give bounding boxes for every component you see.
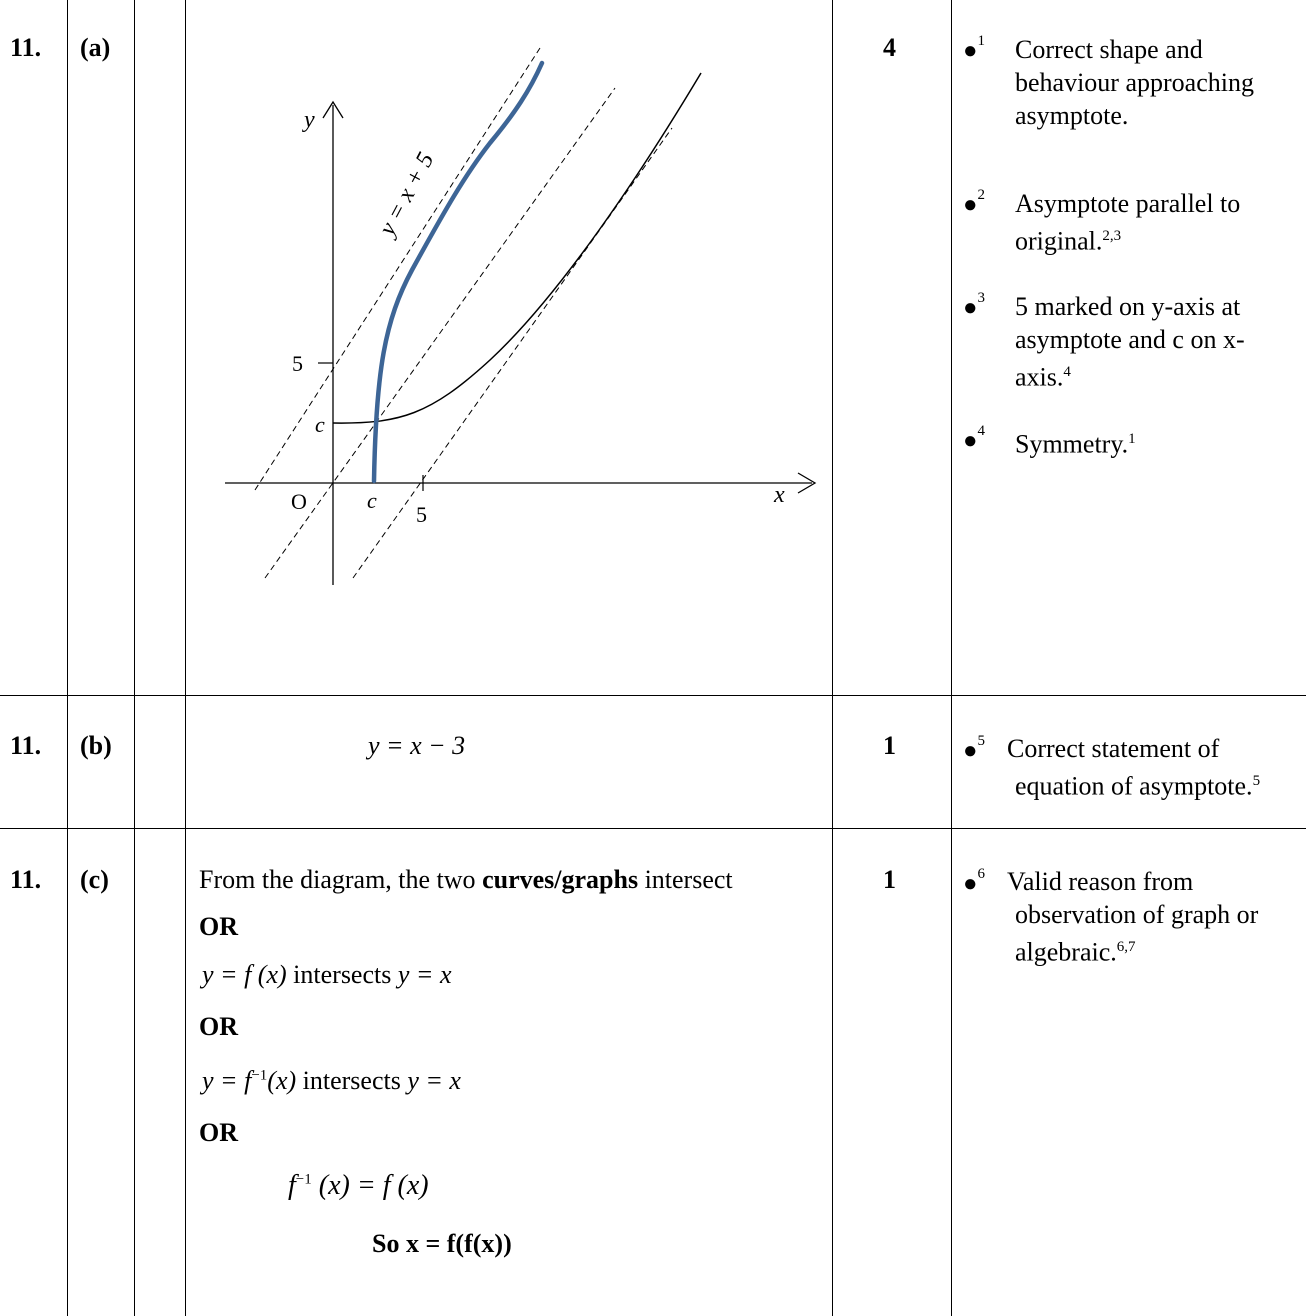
column-divider-4	[832, 0, 833, 1316]
y-tick-5-label: 5	[292, 351, 303, 376]
original-curve	[333, 73, 701, 423]
answer-c-line4: $f^{-1}$ (x) = f (x)	[288, 1170, 429, 1201]
graph-figure	[190, 0, 830, 680]
question-number-b: 11.	[10, 731, 42, 760]
mark-a: 4	[883, 33, 896, 62]
answer-c-or-3: OR	[199, 1118, 238, 1147]
note-6-line1: Valid reason from	[1007, 867, 1194, 896]
x-axis-label: x	[774, 482, 785, 508]
bullet-2: ●$^2$	[963, 187, 985, 218]
note-2: Asymptote parallel to original.$^{2,3}$	[1015, 189, 1241, 256]
asymptote-line-middle	[265, 88, 615, 578]
x-tick-5-label: 5	[416, 502, 427, 527]
note-5-line1: Correct statement of	[1007, 734, 1220, 763]
row-divider-1	[0, 695, 1306, 696]
y-tick-c-label: c	[315, 412, 325, 437]
asymptote-y-equals-x-plus-5	[255, 48, 540, 490]
question-number-a: 11.	[10, 33, 42, 62]
bullet-3: ●$^3$	[963, 290, 985, 321]
part-label-b: (b)	[80, 731, 112, 760]
answer-c-line5: So x = f(f(x))	[372, 1229, 512, 1258]
column-divider-3	[185, 0, 186, 1316]
answer-c-or-1: OR	[199, 912, 238, 941]
note-6-line2: observation of graph or	[1015, 900, 1259, 929]
bullet-5: ●$^5$	[963, 733, 985, 764]
note-6-line3: algebraic.$^{6,7}$	[1015, 937, 1136, 967]
inverse-curve	[374, 63, 542, 481]
part-label-c: (c)	[80, 865, 109, 894]
mark-c: 1	[883, 865, 896, 894]
part-label-a: (a)	[80, 33, 111, 62]
origin-label: O	[291, 489, 307, 514]
answer-c-line3: $y = f^{-1}(x)$ intersects y = x	[202, 1066, 461, 1095]
asymptote-label: y = x + 5	[374, 148, 440, 240]
column-divider-2	[134, 0, 135, 1316]
answer-b: y = x − 3	[368, 731, 466, 760]
x-tick-c-label: c	[367, 488, 377, 513]
note-5-line2: equation of asymptote.$^5$	[1015, 771, 1261, 801]
note-1: Correct shape and behaviour approaching asymptote.	[1015, 35, 1254, 130]
note-4: Symmetry.$^1$	[1015, 429, 1136, 459]
answer-c-or-2: OR	[199, 1012, 238, 1041]
y-axis-label: y	[304, 107, 315, 133]
column-divider-5	[951, 0, 952, 1316]
mark-b: 1	[883, 731, 896, 760]
note-3: 5 marked on y-axis at asymptote and c on x-axis.$^4$	[1015, 292, 1245, 392]
bullet-4: ●$^4$	[963, 423, 985, 454]
answer-c-line2: y = f (x) intersects y = x	[202, 960, 452, 989]
answer-c-line1: From the diagram, the two curves/graphs intersect	[199, 865, 733, 894]
question-number-c: 11.	[10, 865, 42, 894]
bullet-1: ●$^1$	[963, 33, 985, 64]
column-divider-1	[67, 0, 68, 1316]
bullet-6: ●$^6$	[963, 866, 985, 897]
row-divider-2	[0, 828, 1306, 829]
